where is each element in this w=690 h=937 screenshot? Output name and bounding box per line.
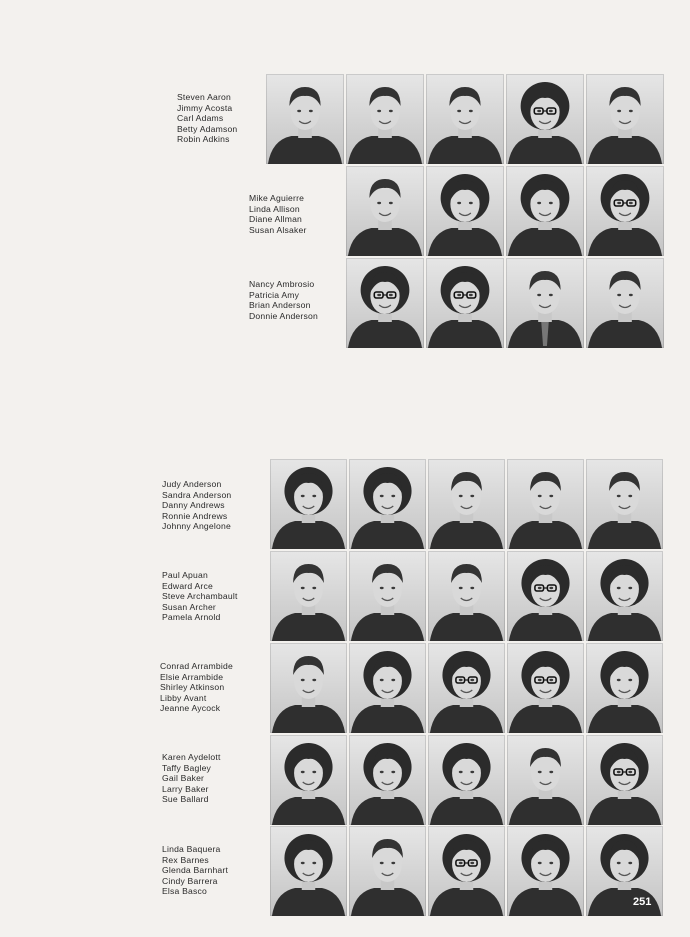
student-name: Paul Apuan: [162, 570, 208, 580]
student-name: Donnie Anderson: [249, 310, 318, 321]
student-name: Elsie Arrambide: [160, 671, 224, 682]
student-portrait: [346, 166, 424, 256]
student-portrait: [507, 551, 584, 641]
student-portrait: [428, 459, 505, 549]
name-list: [177, 92, 237, 145]
name-list: [162, 844, 228, 897]
student-portrait: [586, 643, 663, 733]
student-name: Patricia Amy: [249, 289, 300, 300]
student-portrait: [349, 643, 426, 733]
student-portrait: [426, 74, 504, 164]
student-portrait: [507, 735, 584, 825]
student-name: Sue Ballard: [162, 794, 209, 805]
student-name: Susan Alsaker: [249, 224, 307, 235]
student-portrait: [586, 735, 663, 825]
name-list: [162, 752, 221, 805]
student-name: Johnny Angelone: [162, 521, 231, 532]
student-portrait: [507, 643, 584, 733]
student-name: Shirley Atkinson: [160, 682, 225, 693]
student-portrait: [428, 826, 505, 916]
student-name: Danny Andrews: [162, 500, 225, 511]
student-portrait: [586, 258, 664, 348]
student-name: Taffy Bagley: [162, 762, 212, 773]
student-portrait: [266, 74, 344, 164]
student-name: Brian Anderson: [249, 300, 311, 311]
student-portrait: [349, 735, 426, 825]
student-portrait: [586, 74, 664, 164]
student-name: Rex Barnes: [162, 854, 209, 865]
student-portrait: [428, 643, 505, 733]
student-name: Gail Baker: [162, 773, 205, 784]
student-name: Glenda Barnhart: [162, 865, 229, 876]
student-portrait: [349, 459, 426, 549]
student-name: Nancy Ambrosio: [249, 279, 315, 289]
student-name: Betty Adamson: [177, 123, 238, 134]
name-list: [249, 279, 318, 321]
student-name: Conrad Arrambide: [160, 661, 233, 671]
student-portrait: [270, 735, 347, 825]
student-name: Judy Anderson: [162, 479, 222, 489]
student-portrait: [270, 826, 347, 916]
student-portrait: [507, 459, 584, 549]
student-name: Robin Adkins: [177, 134, 230, 145]
student-name: Jimmy Acosta: [177, 102, 233, 113]
name-list: [162, 570, 238, 623]
student-name: Libby Avant: [160, 692, 207, 703]
student-name: Steve Archambault: [162, 591, 238, 602]
student-portrait: [426, 166, 504, 256]
student-name: Jeanne Aycock: [160, 703, 221, 714]
student-portrait: [346, 258, 424, 348]
student-name: Steven Aaron: [177, 92, 231, 102]
student-portrait: [506, 74, 584, 164]
student-name: Elsa Basco: [162, 886, 207, 897]
student-portrait: [506, 166, 584, 256]
student-name: Carl Adams: [177, 113, 224, 124]
student-name: Diane Allman: [249, 214, 303, 225]
student-portrait: [270, 459, 347, 549]
student-name: Pamela Arnold: [162, 612, 221, 623]
student-name: Cindy Barrera: [162, 875, 218, 886]
student-portrait: [349, 551, 426, 641]
student-portrait: [428, 551, 505, 641]
student-portrait: [586, 166, 664, 256]
student-name: Larry Baker: [162, 783, 209, 794]
student-portrait: [349, 826, 426, 916]
student-portrait: [270, 551, 347, 641]
student-name: Mike Aguierre: [249, 193, 305, 203]
student-portrait: [586, 459, 663, 549]
page-number: 251: [633, 896, 652, 908]
student-portrait: [506, 258, 584, 348]
student-portrait: [426, 258, 504, 348]
name-list: [249, 193, 307, 235]
student-name: Linda Baquera: [162, 844, 221, 854]
name-list: [160, 661, 233, 714]
student-portrait: [586, 826, 663, 916]
student-name: Ronnie Andrews: [162, 510, 228, 521]
student-portrait: [428, 735, 505, 825]
student-name: Karen Aydelott: [162, 752, 221, 762]
student-portrait: [346, 74, 424, 164]
student-portrait: [586, 551, 663, 641]
student-portrait: [270, 643, 347, 733]
student-name: Sandra Anderson: [162, 489, 232, 500]
student-name: Linda Allison: [249, 203, 300, 214]
student-name: Edward Arce: [162, 580, 213, 591]
student-portrait: [507, 826, 584, 916]
student-name: Susan Archer: [162, 601, 216, 612]
name-list: [162, 479, 231, 532]
